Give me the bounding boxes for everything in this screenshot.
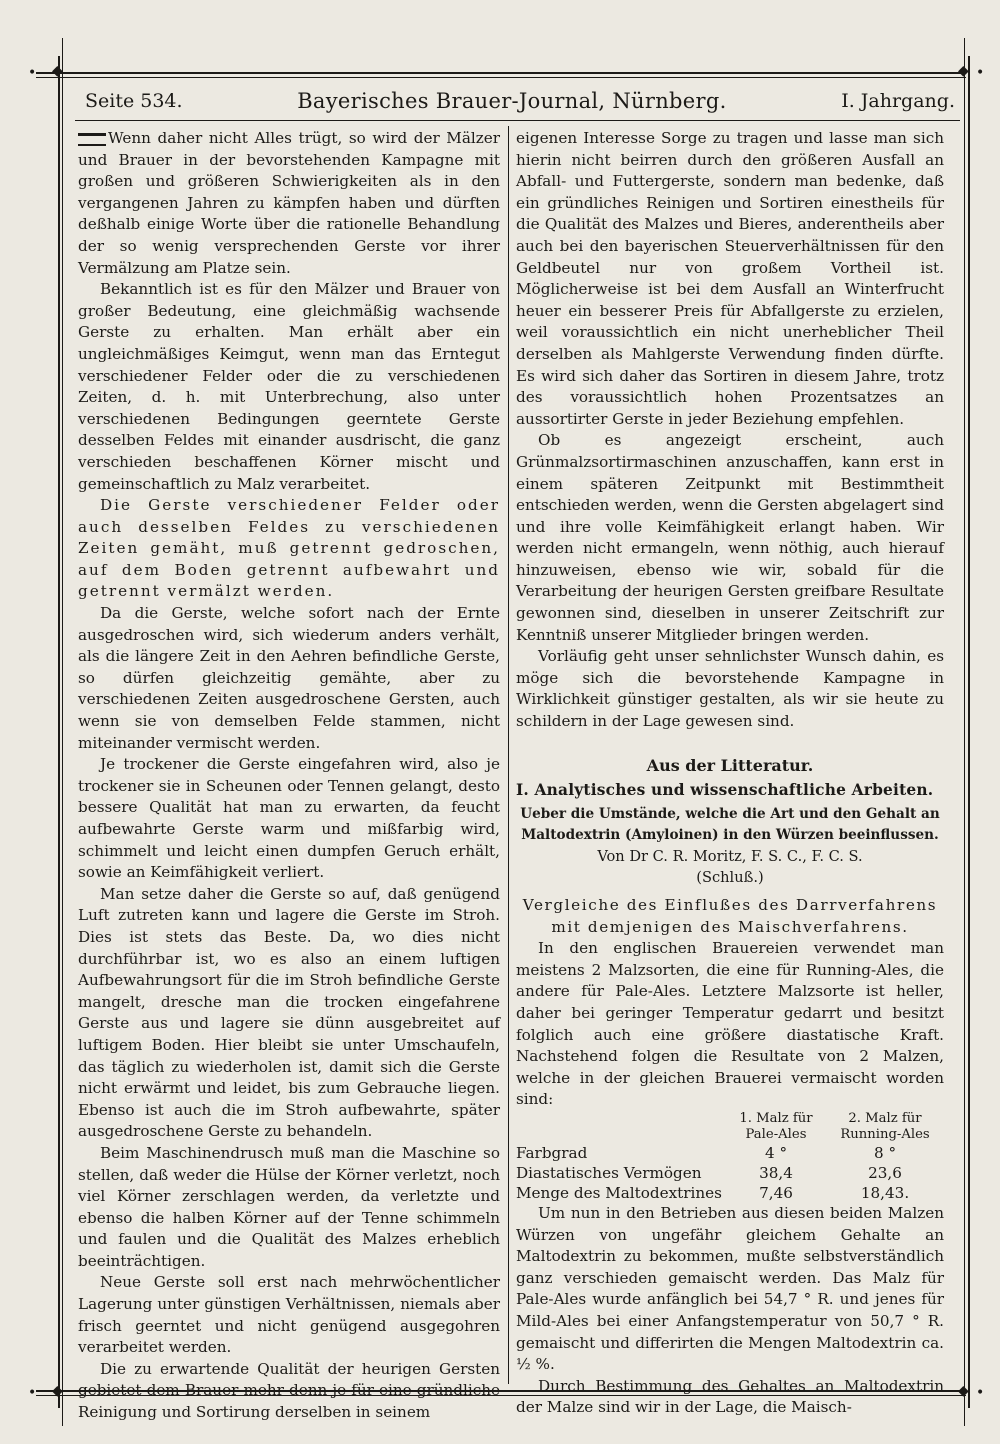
journal-title: Bayerisches Brauer-Journal, Nürnberg.: [297, 89, 727, 113]
column-header-line: Running-Ales: [840, 1126, 930, 1142]
paragraph: Durch Bestimmung des Gehaltes an Maltodextrin der Malze sind wir in der Lage, die Maisch-: [516, 1376, 944, 1417]
frame-right-rule-thick: [968, 56, 970, 1408]
table-row: [516, 1183, 944, 1203]
row-label: Farbgrad: [516, 1143, 588, 1162]
article-byline: Von Dr C. R. Moritz, F. S. C., F. C. S.: [597, 847, 863, 865]
paragraph: Bekanntlich ist es für den Mälzer und Brauer von großer Bedeutung, eine gleichmäßig wachsende Gerste zu erhalten. Man erhält aber ein ungleichmäßiges Keimgut, wenn man das Erntegut verschiedener Felder oder die zu verschiedenen Zeiten, d. h. mit Unterbrechung, also unter verschiedenen Bedingungen geerntete Gerste desselben Feldes mit einander ausdrischt, die ganz verschieden beschaffenen Körner mischt und gemeinschaftlich zu Malz verarbeitet.: [78, 280, 500, 493]
paragraph: Vorläufig geht unser sehnlichster Wunsch dahin, es möge sich die bevorstehende Kampagne in Wirklichkeit günstiger gestalten, als wir sie heute zu schildern in der Lage gewesen sind.: [516, 647, 944, 731]
page-header: [85, 84, 955, 118]
corner-ornament-icon: ◆: [52, 63, 63, 79]
paragraph: Um nun in den Betrieben aus diesen beiden Malzen Würzen von ungefähr gleichem Gehalte an Maltodextrin zu bekommen, mußte selbstverständlich ganz verschieden gemaischt werden. Das Malz für Pale-Ales wurde anfänglich bei 54,7 ° R. und jenes für Mild-Ales bei einer Anfangstemperatur von 50,7 ° R. gemaischt und differirten die Mengen Maltodextrin ca. ½ %.: [516, 1203, 944, 1374]
frame-right-rule: [964, 38, 965, 1426]
paragraph-mark-icon: [78, 133, 106, 146]
volume-label: I. Jahrgang.: [841, 90, 955, 112]
table-cell: 4 °: [764, 1143, 788, 1162]
frame-left-rule-thick: [58, 56, 60, 1408]
row-label: Menge des Maltodextrines: [516, 1183, 722, 1202]
row-label: Diastatisches Vermögen: [516, 1163, 702, 1182]
table-header-cell: [826, 1111, 944, 1143]
paragraph: eigenen Interesse Sorge zu tragen und lasse man sich hierin nicht beirren durch den größeren Ausfall an Abfall- und Futtergerste, sondern man bedenke, daß ein gründliches Reinigen und Sortiren einestheils für die Qualität des Malzes und Bieres, anderentheils aber auch bei den bayerischen Steuerverhältnissen für den Geldbeutel nur von großem Vortheil ist. Möglicherweise ist bei dem Ausfall an Winterfrucht heuer ein besserer Preis für Abfallgerste zu erzielen, weil voraussichtlich ein nicht unerheblicher Theil derselben als Mahlgerste Verwendung finden dürfte. Es wird sich daher das Sortiren in diesem Jahre, trotz des voraussichtlich hohen Prozentsatzes an aussortirter Gerste in jeder Beziehung empfehlen.: [516, 129, 944, 428]
table-header-cell: [516, 1111, 726, 1143]
right-column: [516, 128, 944, 1419]
column-header-line: 1. Malz für: [739, 1110, 813, 1126]
section-heading: Aus der Litteratur.: [646, 755, 814, 775]
continuation-note: (Schluß.): [696, 869, 764, 887]
frame-dot-icon: •: [28, 1385, 37, 1401]
paragraph: [78, 128, 500, 279]
paragraph: Je trockener die Gerste eingefahren wird, also je trockener sie in Scheunen oder Tennen gelangt, desto bessere Qualität hat man zu erwarten, da feucht aufbewahrte Gerste warm und mißfarbig wird, schimmelt und leicht einen dumpfen Geruch erhält, sowie an Keimfähigkeit verliert.: [78, 755, 500, 882]
paragraph: Man setze daher die Gerste so auf, daß genügend Luft zutreten kann und lagere die Gerste im Stroh. Dies ist stets das Beste. Da, wo dies nicht durchführbar ist, wo es also an einem luftigen Aufbewahrungsort für die im Stroh befindliche Gerste mangelt, dresche man die trocken eingefahrene Gerste aus und lagere sie dünn ausgebreitet auf luftigem Boden. Hier bleibt sie unter Umschaufeln, das täglich zu wiederholen ist, damit sich die Gerste nicht erwärmt und leidet, bis zum Gebrauche liegen. Ebenso ist auch die im Stroh aufbewahrte, später ausgedroschene Gerste zu behandeln.: [78, 884, 500, 1141]
table-row: [516, 1143, 944, 1163]
table-header-row: [516, 1111, 944, 1143]
paragraph: In den englischen Brauereien verwendet man meistens 2 Malzsorten, die eine für Running-Ales, die andere für Pale-Ales. Letztere Malzsorte ist heller, daher bei geringer Temperatur gedarrt und besitzt folglich auch eine größere diastatische Kraft. Nachstehend folgen die Resultate von 2 Malzen, welche in der gleichen Brauerei vermaischt worden sind:: [516, 939, 944, 1109]
paragraph: Die zu erwartende Qualität der heurigen Gersten gebietet dem Brauer mehr denn je für eine gründliche Reinigung und Sortirung derselben in seinem: [78, 1359, 500, 1422]
paragraph: Beim Maschinendrusch muß man die Maschine so stellen, daß weder die Hülse der Körner verletzt, noch viel Körner zerschlagen werden, da verletzte und ebenso die halben Körner auf der Tenne schimmeln und faulen und die Qualität des Malzes erheblich beeinträchtigen.: [78, 1143, 500, 1270]
paragraph: Die Gerste verschiedener Felder oder auch desselben Feldes zu verschiedenen Zeiten gemäht, muß getrennt gedroschen, auf dem Boden getrennt aufbewahrt und getrennt vermälzt werden.: [78, 496, 500, 601]
malt-comparison-table: [516, 1111, 944, 1203]
table-cell: 23,6: [868, 1163, 902, 1182]
table-cell: 18,43.: [860, 1183, 910, 1202]
subsection-heading: I. Analytisches und wissenschaftliche Arbeiten.: [516, 781, 934, 800]
paragraph: Ob es angezeigt erscheint, auch Grünmalzsortirmaschinen anzuschaffen, kann erst in einem späteren Zeitpunkt mit Bestimmtheit entschieden werden, wenn die Gersten abgelagert sind und ihre volle Keimfähigkeit erlangt haben. Wir werden nicht ermangeln, wenn nöthig, auch hierauf hinzuweisen, ebenso wie wir, sobald für die Verarbeitung der heurigen Gersten greifbare Resultate gewonnen sind, dieselben in unserer Zeitschrift zur Kenntniß unserer Mitglieder bringen werden.: [516, 431, 944, 644]
frame-top-rule: [36, 72, 966, 74]
frame-left-rule: [62, 38, 63, 1426]
frame-top-rule-thin: [36, 77, 966, 78]
table-cell: 8 °: [873, 1143, 897, 1162]
corner-ornament-icon: ◆: [958, 63, 969, 79]
frame-dot-icon: •: [976, 65, 985, 81]
page-number: Seite 534.: [85, 90, 183, 112]
table-header-cell: [726, 1111, 826, 1143]
article-title-line-1: Ueber die Umstände, welche die Art und den Gehalt an: [520, 805, 940, 822]
column-header-line: Pale-Ales: [745, 1126, 807, 1142]
table-row: [516, 1163, 944, 1183]
column-header-line: 2. Malz für: [848, 1110, 922, 1126]
column-divider: [508, 126, 509, 1384]
table-cell: 7,46: [759, 1183, 793, 1202]
comparison-heading-line-1: Vergleiche des Einflußes des Darrverfahrens: [522, 896, 938, 914]
comparison-heading-line-2: mit demjenigen des Maischverfahrens.: [551, 917, 909, 936]
table-cell: 38,4: [759, 1163, 793, 1182]
corner-ornament-icon: ◆: [958, 1383, 969, 1399]
paragraph: Da die Gerste, welche sofort nach der Ernte ausgedroschen wird, sich wiederum anders verhält, als die längere Zeit in den Aehren befindliche Gerste, so dürfen gleichzeitig gemähte, aber zu verschiedenen Zeiten ausgedroschene Gersten, auch wenn sie von demselben Felde stammen, nicht miteinander vermischt werden.: [78, 604, 500, 752]
paragraph: Neue Gerste soll erst nach mehrwöchentlicher Lagerung unter günstigen Verhältnissen, niemals aber frisch geerntet und nicht genügend ausgegohren verarbeitet werden.: [78, 1273, 500, 1357]
frame-dot-icon: •: [976, 1385, 985, 1401]
left-column: [78, 128, 500, 1424]
paragraph-text: Wenn daher nicht Alles trügt, so wird der Mälzer und Brauer in der bevorstehenden Kampagne mit großen und größeren Schwierigkeiten als in den vergangenen Jahren zu kämpfen haben und dürften deßhalb einige Worte über die rationelle Behandlung der so wenig versprechenden Gerste vor ihrer Vermälzung am Platze sein.: [78, 129, 500, 277]
header-rule: [75, 120, 960, 121]
corner-ornament-icon: ◆: [52, 1383, 63, 1399]
article-title-line-2: Maltodextrin (Amyloinen) in den Würzen beeinflussen.: [521, 826, 939, 843]
frame-dot-icon: •: [28, 65, 37, 81]
